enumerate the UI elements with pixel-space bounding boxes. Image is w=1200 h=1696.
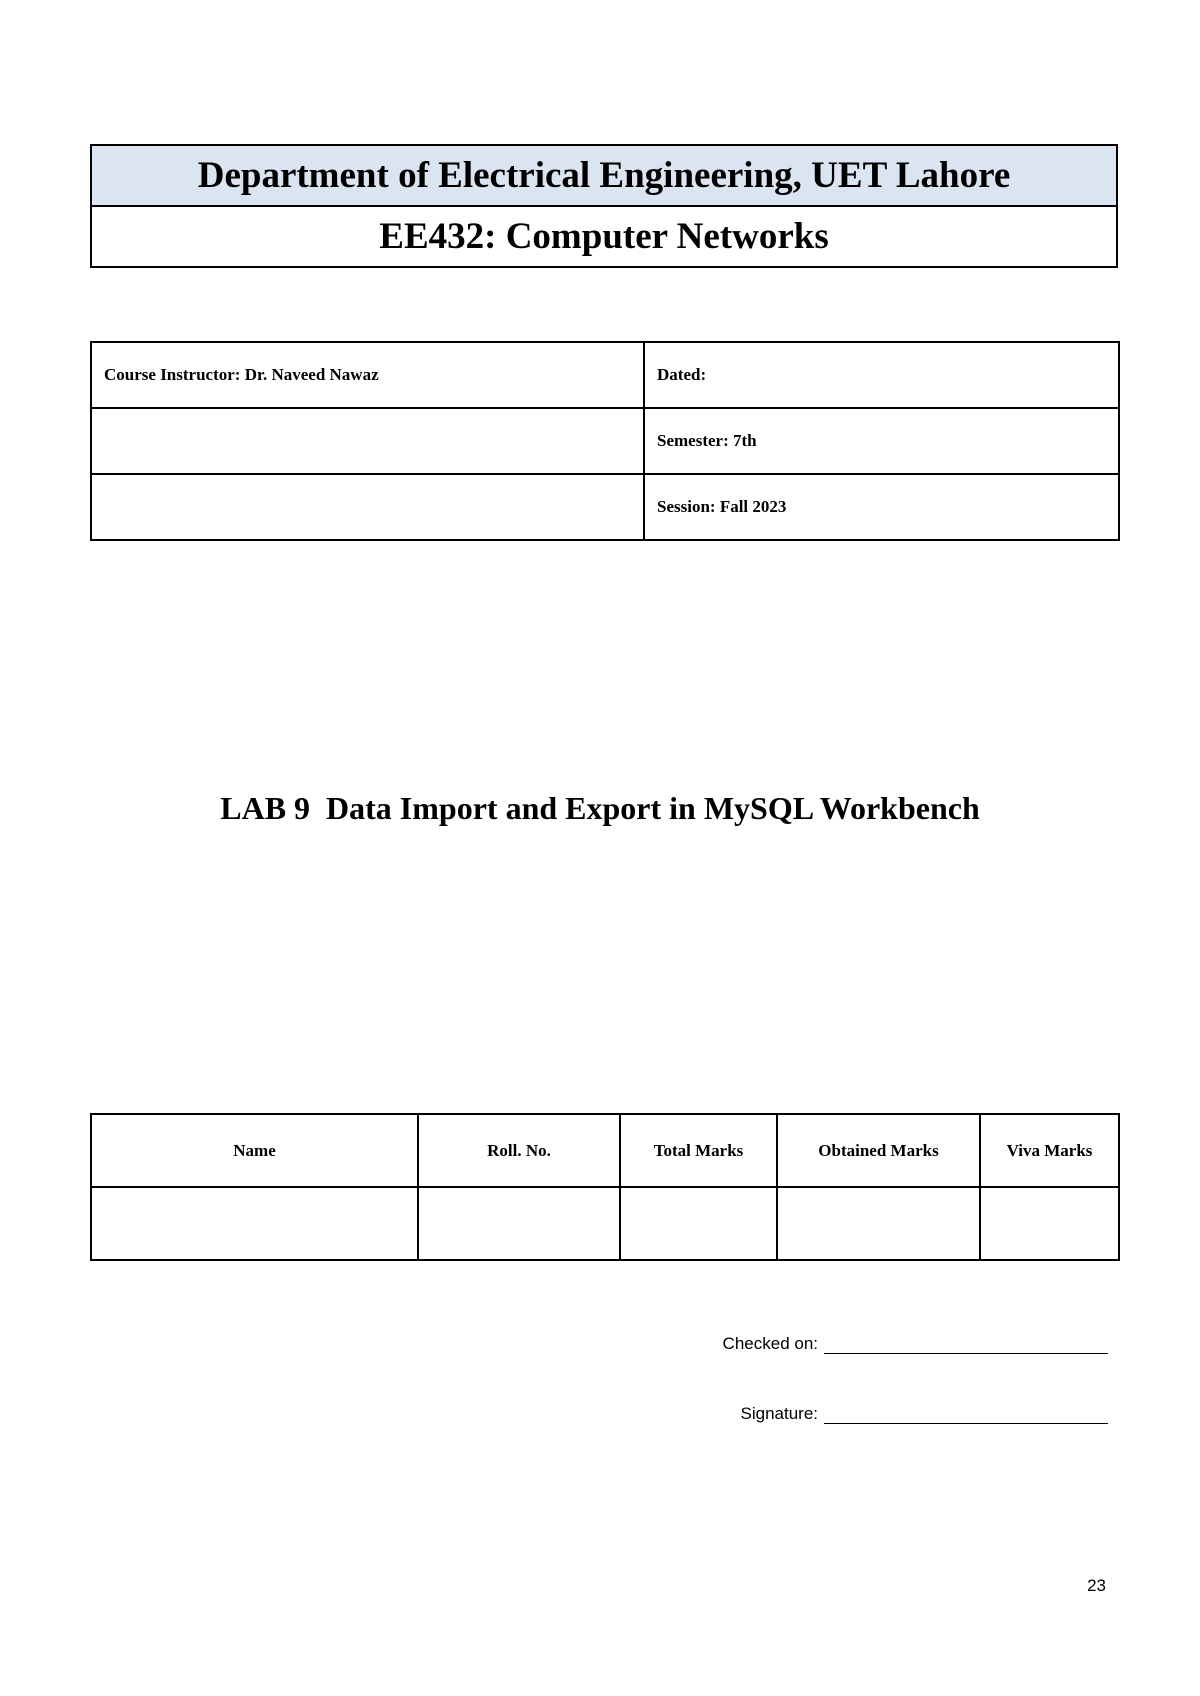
viva-marks-value-cell[interactable] [980,1187,1119,1260]
obtained-marks-header: Obtained Marks [777,1114,980,1187]
empty-cell [91,474,644,540]
lab-title: LAB 9 Data Import and Export in MySQL Workbench [220,790,980,826]
name-value-cell[interactable] [91,1187,418,1260]
checked-on-field[interactable] [824,1337,1108,1354]
empty-cell [91,408,644,474]
checked-on-line [723,1334,1108,1354]
course-title: EE432: Computer Networks [91,206,1117,267]
department-title: Department of Electrical Engineering, UET Lahore [91,145,1117,206]
session-cell: Session: Fall 2023 [644,474,1119,540]
header-table [90,144,1118,268]
signature-label: Signature: [740,1404,818,1423]
total-marks-header: Total Marks [620,1114,777,1187]
name-header: Name [91,1114,418,1187]
dated-cell: Dated: [644,342,1119,408]
viva-marks-header: Viva Marks [980,1114,1119,1187]
obtained-marks-value-cell[interactable] [777,1187,980,1260]
signature-field[interactable] [824,1407,1108,1424]
total-marks-value-cell[interactable] [620,1187,777,1260]
semester-cell: Semester: 7th [644,408,1119,474]
checked-on-label: Checked on: [722,1334,818,1353]
roll-no-value-cell[interactable] [418,1187,620,1260]
course-info-table [90,341,1120,541]
instructor-cell: Course Instructor: Dr. Naveed Nawaz [91,342,644,408]
page-number: 23 [1087,1576,1106,1595]
marks-table [90,1113,1120,1261]
signature-line [741,1404,1109,1424]
roll-no-header: Roll. No. [418,1114,620,1187]
